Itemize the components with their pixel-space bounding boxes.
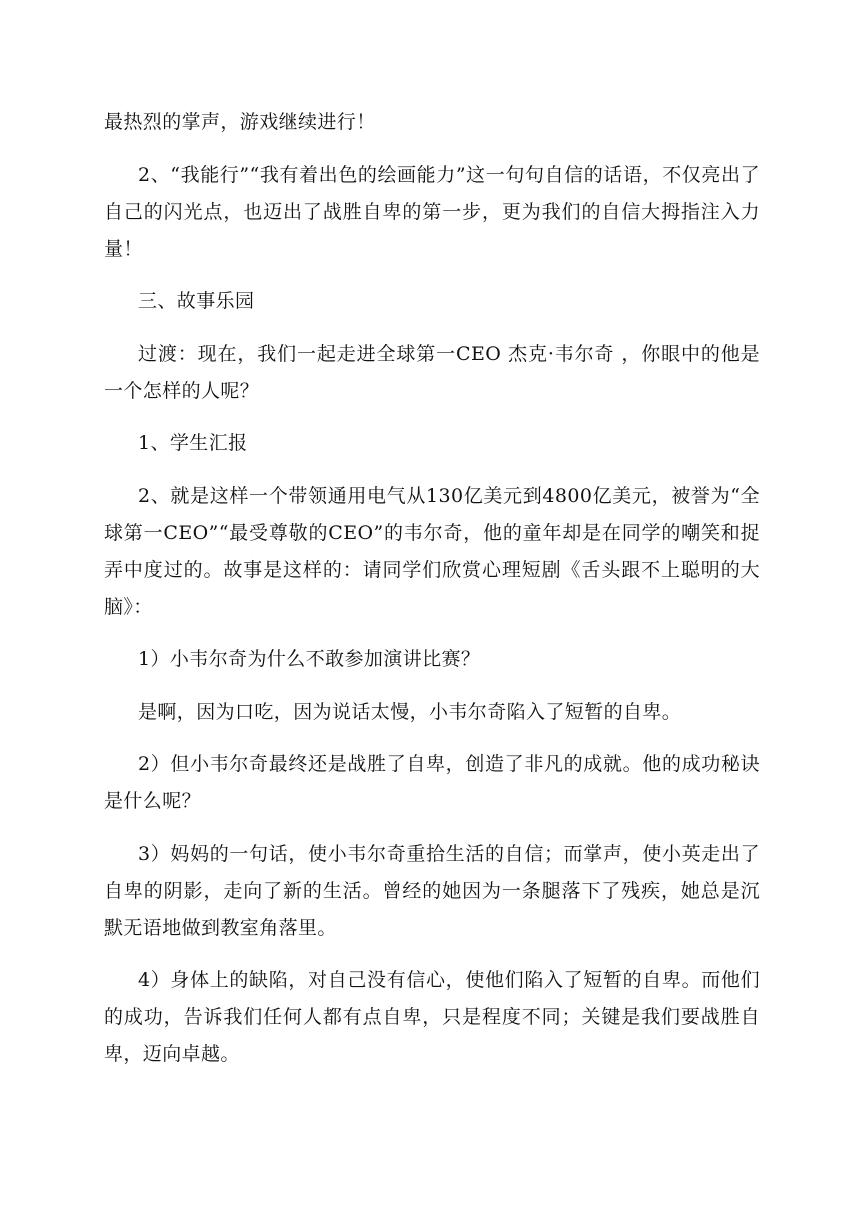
answer-1: 是啊，因为口吃，因为说话太慢，小韦尔奇陷入了短暂的自卑。	[138, 700, 682, 723]
document-page	[104, 104, 760, 1089]
paragraph-welch-story: 2、就是这样一个带领通用电气从130亿美元到4800亿美元，被誉为“全球第一CEO”“最受尊敬的CEO”的韦尔奇，他的童年却是在同学的嘲笑和捉弄中度过的。故事是这样的：请同学们欣赏心理短剧《舌头跟不上聪明的大脑》：	[104, 484, 760, 618]
paragraph-transition: 过渡：现在，我们一起走进全球第一CEO 杰克·韦尔奇 ，你眼中的他是一个怎样的人呢？	[104, 342, 760, 402]
section-heading-story-garden: 三、故事乐园	[138, 290, 255, 312]
question-2: 2）但小韦尔奇最终还是战胜了自卑，创造了非凡的成就。他的成功秘诀是什么呢？	[104, 753, 760, 812]
point-4: 4）身体上的缺陷，对自己没有信心，使他们陷入了短暂的自卑。而他们的成功，告诉我们任何人都有点自卑，只是程度不同；关键是我们要战胜自卑，迈向卓越。	[104, 969, 760, 1065]
paragraph-student-report: 1、学生汇报	[138, 432, 248, 454]
point-3: 3）妈妈的一句话，使小韦尔奇重拾生活的自信；而掌声，使小英走出了自卑的阴影，走向了新的生活。曾经的她因为一条腿落下了残疾，她总是沉默无语地做到教室角落里。	[104, 842, 760, 939]
paragraph-1: 最热烈的掌声，游戏继续进行！	[104, 111, 376, 133]
question-1: 1）小韦尔奇为什么不敢参加演讲比赛？	[138, 648, 481, 670]
paragraph-2: 2、“我能行”“我有着出色的绘画能力”这一句句自信的话语，不仅亮出了自己的闪光点，也迈出了战胜自卑的第一步，更为我们的自信大拇指注入力量！	[104, 163, 760, 260]
